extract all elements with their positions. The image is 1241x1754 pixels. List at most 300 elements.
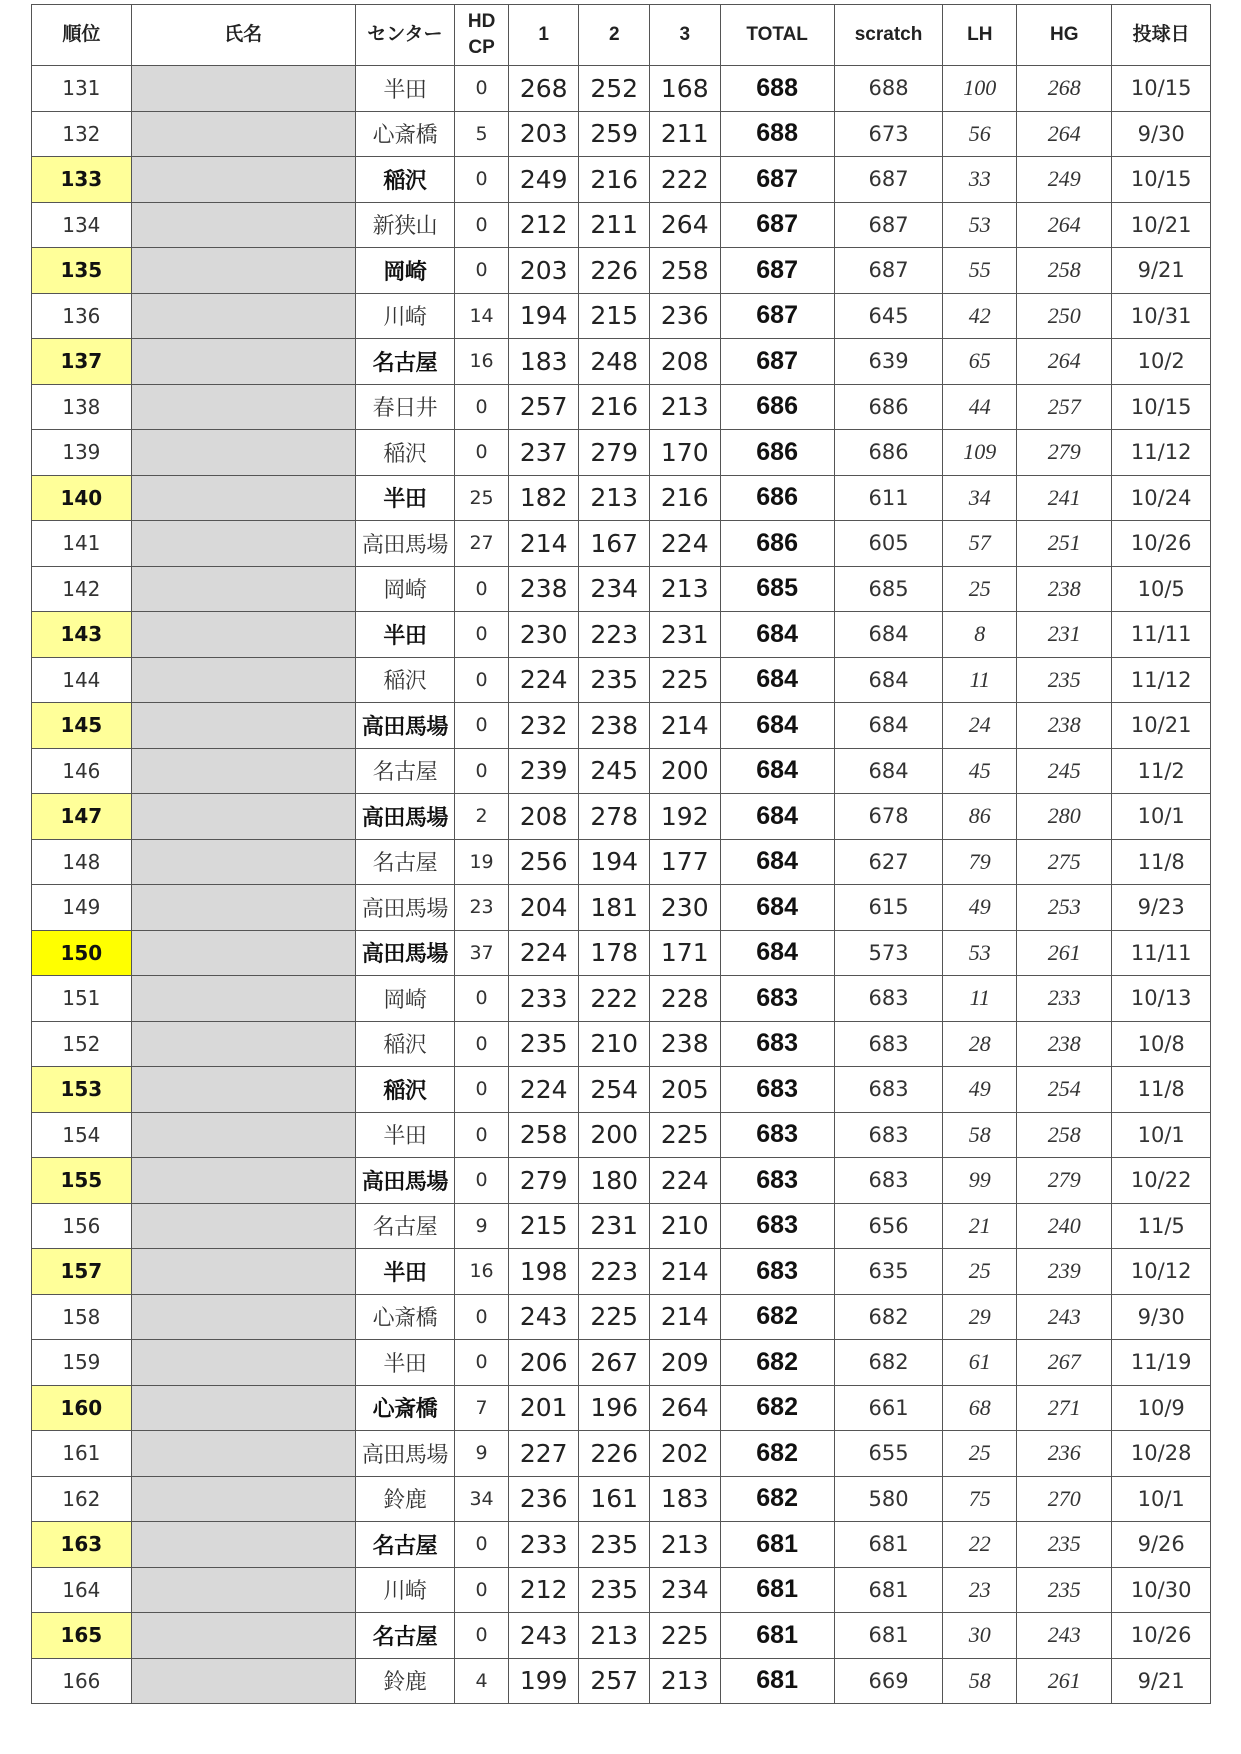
center-cell: 名古屋 xyxy=(355,1203,455,1249)
header-lh: LH xyxy=(943,5,1017,66)
name-cell xyxy=(131,885,355,931)
rank-cell: 160 xyxy=(32,1385,132,1431)
scratch-cell: 580 xyxy=(834,1476,943,1522)
hg-cell: 251 xyxy=(1017,521,1112,567)
scratch-cell: 615 xyxy=(834,885,943,931)
hdcp-cell: 0 xyxy=(455,612,509,658)
hdcp-cell: 0 xyxy=(455,1294,509,1340)
lh-cell: 25 xyxy=(943,1249,1017,1295)
header-game-3: 3 xyxy=(650,5,721,66)
hdcp-cell: 0 xyxy=(455,157,509,203)
game-3-cell: 225 xyxy=(650,657,721,703)
date-cell: 10/15 xyxy=(1112,66,1211,112)
scratch-cell: 684 xyxy=(834,657,943,703)
lh-cell: 53 xyxy=(943,202,1017,248)
lh-cell: 8 xyxy=(943,612,1017,658)
date-cell: 11/12 xyxy=(1112,657,1211,703)
table-row xyxy=(32,885,1211,931)
total-cell: 686 xyxy=(720,521,834,567)
date-cell: 10/1 xyxy=(1112,794,1211,840)
name-cell xyxy=(131,475,355,521)
table-row xyxy=(32,66,1211,112)
table-row xyxy=(32,703,1211,749)
total-cell: 681 xyxy=(720,1567,834,1613)
center-cell: 名古屋 xyxy=(355,748,455,794)
rank-cell: 157 xyxy=(32,1249,132,1295)
table-row xyxy=(32,157,1211,203)
center-cell: 心斎橋 xyxy=(355,1294,455,1340)
name-cell xyxy=(131,1658,355,1704)
game-2-cell: 278 xyxy=(579,794,650,840)
lh-cell: 61 xyxy=(943,1340,1017,1386)
date-cell: 11/8 xyxy=(1112,839,1211,885)
game-1-cell: 204 xyxy=(508,885,579,931)
game-1-cell: 212 xyxy=(508,1567,579,1613)
rank-cell: 149 xyxy=(32,885,132,931)
rank-cell: 161 xyxy=(32,1431,132,1477)
table-row xyxy=(32,475,1211,521)
game-3-cell: 230 xyxy=(650,885,721,931)
hdcp-cell: 0 xyxy=(455,202,509,248)
hg-cell: 268 xyxy=(1017,66,1112,112)
table-row xyxy=(32,612,1211,658)
lh-cell: 65 xyxy=(943,339,1017,385)
game-3-cell: 168 xyxy=(650,66,721,112)
lh-cell: 79 xyxy=(943,839,1017,885)
header-total: TOTAL xyxy=(720,5,834,66)
game-1-cell: 230 xyxy=(508,612,579,658)
header-rank: 順位 xyxy=(32,5,132,66)
header-game-1: 1 xyxy=(508,5,579,66)
game-2-cell: 225 xyxy=(579,1294,650,1340)
game-1-cell: 183 xyxy=(508,339,579,385)
total-cell: 684 xyxy=(720,930,834,976)
name-cell xyxy=(131,1249,355,1295)
date-cell: 10/26 xyxy=(1112,1613,1211,1659)
total-cell: 686 xyxy=(720,384,834,430)
game-3-cell: 208 xyxy=(650,339,721,385)
hg-cell: 258 xyxy=(1017,248,1112,294)
name-cell xyxy=(131,111,355,157)
center-cell: 高田馬場 xyxy=(355,930,455,976)
hdcp-cell: 0 xyxy=(455,976,509,1022)
name-cell xyxy=(131,1021,355,1067)
header-scratch: scratch xyxy=(834,5,943,66)
hdcp-cell: 2 xyxy=(455,794,509,840)
total-cell: 688 xyxy=(720,111,834,157)
game-3-cell: 224 xyxy=(650,1158,721,1204)
game-1-cell: 224 xyxy=(508,1067,579,1113)
center-cell: 半田 xyxy=(355,1340,455,1386)
game-3-cell: 213 xyxy=(650,1522,721,1568)
game-2-cell: 238 xyxy=(579,703,650,749)
total-cell: 682 xyxy=(720,1431,834,1477)
rank-cell: 146 xyxy=(32,748,132,794)
name-cell xyxy=(131,1158,355,1204)
name-cell xyxy=(131,384,355,430)
hg-cell: 238 xyxy=(1017,566,1112,612)
scratch-cell: 605 xyxy=(834,521,943,567)
name-cell xyxy=(131,657,355,703)
table-body xyxy=(32,66,1211,1704)
table-row xyxy=(32,839,1211,885)
date-cell: 10/21 xyxy=(1112,703,1211,749)
center-cell: 半田 xyxy=(355,475,455,521)
lh-cell: 25 xyxy=(943,1431,1017,1477)
rank-cell: 145 xyxy=(32,703,132,749)
date-cell: 11/11 xyxy=(1112,930,1211,976)
hg-cell: 279 xyxy=(1017,430,1112,476)
hdcp-cell: 0 xyxy=(455,1067,509,1113)
lh-cell: 33 xyxy=(943,157,1017,203)
game-3-cell: 213 xyxy=(650,566,721,612)
hg-cell: 236 xyxy=(1017,1431,1112,1477)
lh-cell: 29 xyxy=(943,1294,1017,1340)
game-3-cell: 170 xyxy=(650,430,721,476)
game-3-cell: 210 xyxy=(650,1203,721,1249)
rank-cell: 132 xyxy=(32,111,132,157)
hdcp-cell: 9 xyxy=(455,1431,509,1477)
total-cell: 686 xyxy=(720,430,834,476)
game-3-cell: 202 xyxy=(650,1431,721,1477)
lh-cell: 22 xyxy=(943,1522,1017,1568)
scratch-cell: 685 xyxy=(834,566,943,612)
game-3-cell: 264 xyxy=(650,1385,721,1431)
table-row xyxy=(32,930,1211,976)
rank-cell: 164 xyxy=(32,1567,132,1613)
hdcp-cell: 0 xyxy=(455,248,509,294)
name-cell xyxy=(131,1112,355,1158)
rank-cell: 144 xyxy=(32,657,132,703)
game-3-cell: 211 xyxy=(650,111,721,157)
hg-cell: 271 xyxy=(1017,1385,1112,1431)
hdcp-cell: 9 xyxy=(455,1203,509,1249)
center-cell: 岡崎 xyxy=(355,976,455,1022)
game-2-cell: 252 xyxy=(579,66,650,112)
lh-cell: 53 xyxy=(943,930,1017,976)
scratch-cell: 639 xyxy=(834,339,943,385)
hdcp-cell: 16 xyxy=(455,1249,509,1295)
table-row xyxy=(32,430,1211,476)
game-2-cell: 200 xyxy=(579,1112,650,1158)
name-cell xyxy=(131,293,355,339)
hg-cell: 280 xyxy=(1017,794,1112,840)
rank-cell: 156 xyxy=(32,1203,132,1249)
scratch-cell: 681 xyxy=(834,1522,943,1568)
rank-cell: 142 xyxy=(32,566,132,612)
name-cell xyxy=(131,1567,355,1613)
table-row xyxy=(32,1158,1211,1204)
game-3-cell: 205 xyxy=(650,1067,721,1113)
hg-cell: 264 xyxy=(1017,111,1112,157)
center-cell: 岡崎 xyxy=(355,248,455,294)
game-1-cell: 235 xyxy=(508,1021,579,1067)
game-1-cell: 198 xyxy=(508,1249,579,1295)
lh-cell: 42 xyxy=(943,293,1017,339)
table-row xyxy=(32,566,1211,612)
rank-cell: 152 xyxy=(32,1021,132,1067)
game-3-cell: 222 xyxy=(650,157,721,203)
game-1-cell: 279 xyxy=(508,1158,579,1204)
game-3-cell: 213 xyxy=(650,384,721,430)
name-cell xyxy=(131,566,355,612)
game-2-cell: 215 xyxy=(579,293,650,339)
lh-cell: 49 xyxy=(943,885,1017,931)
table-row xyxy=(32,1385,1211,1431)
rank-cell: 155 xyxy=(32,1158,132,1204)
game-3-cell: 225 xyxy=(650,1112,721,1158)
rank-cell: 166 xyxy=(32,1658,132,1704)
hdcp-cell: 5 xyxy=(455,111,509,157)
name-cell xyxy=(131,1294,355,1340)
game-2-cell: 223 xyxy=(579,1249,650,1295)
header-hg: HG xyxy=(1017,5,1112,66)
name-cell xyxy=(131,521,355,567)
table-row xyxy=(32,657,1211,703)
game-1-cell: 206 xyxy=(508,1340,579,1386)
scratch-cell: 611 xyxy=(834,475,943,521)
center-cell: 岡崎 xyxy=(355,566,455,612)
header-date: 投球日 xyxy=(1112,5,1211,66)
total-cell: 683 xyxy=(720,976,834,1022)
hg-cell: 239 xyxy=(1017,1249,1112,1295)
scratch-cell: 673 xyxy=(834,111,943,157)
name-cell xyxy=(131,1067,355,1113)
hdcp-cell: 4 xyxy=(455,1658,509,1704)
game-2-cell: 181 xyxy=(579,885,650,931)
lh-cell: 24 xyxy=(943,703,1017,749)
scratch-cell: 656 xyxy=(834,1203,943,1249)
center-cell: 高田馬場 xyxy=(355,1431,455,1477)
game-3-cell: 216 xyxy=(650,475,721,521)
date-cell: 10/2 xyxy=(1112,339,1211,385)
date-cell: 11/11 xyxy=(1112,612,1211,658)
center-cell: 稲沢 xyxy=(355,430,455,476)
hdcp-cell: 0 xyxy=(455,1158,509,1204)
table-row xyxy=(32,1658,1211,1704)
total-cell: 684 xyxy=(720,612,834,658)
lh-cell: 34 xyxy=(943,475,1017,521)
lh-cell: 99 xyxy=(943,1158,1017,1204)
game-2-cell: 257 xyxy=(579,1658,650,1704)
lh-cell: 21 xyxy=(943,1203,1017,1249)
rank-cell: 150 xyxy=(32,930,132,976)
center-cell: 半田 xyxy=(355,66,455,112)
game-1-cell: 224 xyxy=(508,930,579,976)
hg-cell: 235 xyxy=(1017,1567,1112,1613)
hdcp-cell: 0 xyxy=(455,1522,509,1568)
date-cell: 10/28 xyxy=(1112,1431,1211,1477)
header-hdcp-line2: CP xyxy=(468,37,495,58)
hg-cell: 264 xyxy=(1017,202,1112,248)
center-cell: 高田馬場 xyxy=(355,794,455,840)
rank-cell: 133 xyxy=(32,157,132,203)
name-cell xyxy=(131,1203,355,1249)
game-1-cell: 233 xyxy=(508,1522,579,1568)
scratch-cell: 686 xyxy=(834,430,943,476)
table-row xyxy=(32,521,1211,567)
game-1-cell: 268 xyxy=(508,66,579,112)
date-cell: 10/1 xyxy=(1112,1112,1211,1158)
game-2-cell: 235 xyxy=(579,657,650,703)
date-cell: 10/9 xyxy=(1112,1385,1211,1431)
center-cell: 稲沢 xyxy=(355,1067,455,1113)
center-cell: 名古屋 xyxy=(355,339,455,385)
total-cell: 687 xyxy=(720,248,834,294)
rank-cell: 134 xyxy=(32,202,132,248)
center-cell: 名古屋 xyxy=(355,1522,455,1568)
total-cell: 684 xyxy=(720,748,834,794)
table-row xyxy=(32,293,1211,339)
hdcp-cell: 37 xyxy=(455,930,509,976)
center-cell: 高田馬場 xyxy=(355,703,455,749)
game-3-cell: 258 xyxy=(650,248,721,294)
lh-cell: 25 xyxy=(943,566,1017,612)
center-cell: 高田馬場 xyxy=(355,521,455,567)
date-cell: 10/30 xyxy=(1112,1567,1211,1613)
lh-cell: 75 xyxy=(943,1476,1017,1522)
date-cell: 10/22 xyxy=(1112,1158,1211,1204)
total-cell: 686 xyxy=(720,475,834,521)
scratch-cell: 687 xyxy=(834,248,943,294)
hdcp-cell: 0 xyxy=(455,66,509,112)
rank-cell: 135 xyxy=(32,248,132,294)
lh-cell: 55 xyxy=(943,248,1017,294)
game-1-cell: 203 xyxy=(508,111,579,157)
game-2-cell: 231 xyxy=(579,1203,650,1249)
game-1-cell: 201 xyxy=(508,1385,579,1431)
total-cell: 681 xyxy=(720,1658,834,1704)
lh-cell: 57 xyxy=(943,521,1017,567)
lh-cell: 100 xyxy=(943,66,1017,112)
scratch-cell: 684 xyxy=(834,612,943,658)
name-cell xyxy=(131,1385,355,1431)
game-1-cell: 208 xyxy=(508,794,579,840)
center-cell: 春日井 xyxy=(355,384,455,430)
game-3-cell: 231 xyxy=(650,612,721,658)
scratch-cell: 669 xyxy=(834,1658,943,1704)
game-3-cell: 238 xyxy=(650,1021,721,1067)
scratch-cell: 687 xyxy=(834,202,943,248)
date-cell: 11/19 xyxy=(1112,1340,1211,1386)
game-1-cell: 215 xyxy=(508,1203,579,1249)
game-2-cell: 167 xyxy=(579,521,650,567)
table-row xyxy=(32,248,1211,294)
game-1-cell: 256 xyxy=(508,839,579,885)
rank-cell: 131 xyxy=(32,66,132,112)
total-cell: 684 xyxy=(720,885,834,931)
table-row xyxy=(32,794,1211,840)
total-cell: 688 xyxy=(720,66,834,112)
game-1-cell: 243 xyxy=(508,1613,579,1659)
scratch-cell: 686 xyxy=(834,384,943,430)
table-row xyxy=(32,1476,1211,1522)
center-cell: 高田馬場 xyxy=(355,1158,455,1204)
center-cell: 鈴鹿 xyxy=(355,1476,455,1522)
game-3-cell: 177 xyxy=(650,839,721,885)
center-cell: 心斎橋 xyxy=(355,1385,455,1431)
name-cell xyxy=(131,976,355,1022)
table-header xyxy=(32,5,1211,66)
rank-cell: 163 xyxy=(32,1522,132,1568)
hg-cell: 270 xyxy=(1017,1476,1112,1522)
table-row xyxy=(32,339,1211,385)
total-cell: 682 xyxy=(720,1340,834,1386)
game-3-cell: 171 xyxy=(650,930,721,976)
hg-cell: 279 xyxy=(1017,1158,1112,1204)
hdcp-cell: 34 xyxy=(455,1476,509,1522)
name-cell xyxy=(131,930,355,976)
rank-cell: 140 xyxy=(32,475,132,521)
date-cell: 9/21 xyxy=(1112,1658,1211,1704)
table-row xyxy=(32,202,1211,248)
scratch-cell: 683 xyxy=(834,1158,943,1204)
hg-cell: 249 xyxy=(1017,157,1112,203)
table-row xyxy=(32,1249,1211,1295)
game-2-cell: 161 xyxy=(579,1476,650,1522)
game-2-cell: 222 xyxy=(579,976,650,1022)
hg-cell: 254 xyxy=(1017,1067,1112,1113)
rank-cell: 136 xyxy=(32,293,132,339)
table-row xyxy=(32,1613,1211,1659)
total-cell: 683 xyxy=(720,1249,834,1295)
scratch-cell: 688 xyxy=(834,66,943,112)
game-2-cell: 178 xyxy=(579,930,650,976)
center-cell: 半田 xyxy=(355,612,455,658)
hg-cell: 264 xyxy=(1017,339,1112,385)
hdcp-cell: 0 xyxy=(455,1021,509,1067)
hdcp-cell: 0 xyxy=(455,703,509,749)
game-3-cell: 209 xyxy=(650,1340,721,1386)
scratch-cell: 683 xyxy=(834,1067,943,1113)
game-3-cell: 214 xyxy=(650,703,721,749)
lh-cell: 44 xyxy=(943,384,1017,430)
name-cell xyxy=(131,748,355,794)
game-2-cell: 267 xyxy=(579,1340,650,1386)
lh-cell: 58 xyxy=(943,1112,1017,1158)
name-cell xyxy=(131,794,355,840)
total-cell: 684 xyxy=(720,657,834,703)
hg-cell: 235 xyxy=(1017,657,1112,703)
date-cell: 10/26 xyxy=(1112,521,1211,567)
rank-cell: 153 xyxy=(32,1067,132,1113)
game-2-cell: 234 xyxy=(579,566,650,612)
table-row xyxy=(32,976,1211,1022)
date-cell: 10/8 xyxy=(1112,1021,1211,1067)
hdcp-cell: 0 xyxy=(455,384,509,430)
name-cell xyxy=(131,1431,355,1477)
lh-cell: 86 xyxy=(943,794,1017,840)
scratch-cell: 661 xyxy=(834,1385,943,1431)
lh-cell: 45 xyxy=(943,748,1017,794)
lh-cell: 11 xyxy=(943,657,1017,703)
table-row xyxy=(32,384,1211,430)
game-1-cell: 182 xyxy=(508,475,579,521)
table-row xyxy=(32,1203,1211,1249)
hg-cell: 258 xyxy=(1017,1112,1112,1158)
game-1-cell: 212 xyxy=(508,202,579,248)
hdcp-cell: 23 xyxy=(455,885,509,931)
game-2-cell: 226 xyxy=(579,248,650,294)
lh-cell: 23 xyxy=(943,1567,1017,1613)
total-cell: 682 xyxy=(720,1294,834,1340)
name-cell xyxy=(131,1476,355,1522)
total-cell: 687 xyxy=(720,157,834,203)
center-cell: 川崎 xyxy=(355,293,455,339)
date-cell: 9/21 xyxy=(1112,248,1211,294)
scratch-cell: 683 xyxy=(834,976,943,1022)
total-cell: 682 xyxy=(720,1385,834,1431)
